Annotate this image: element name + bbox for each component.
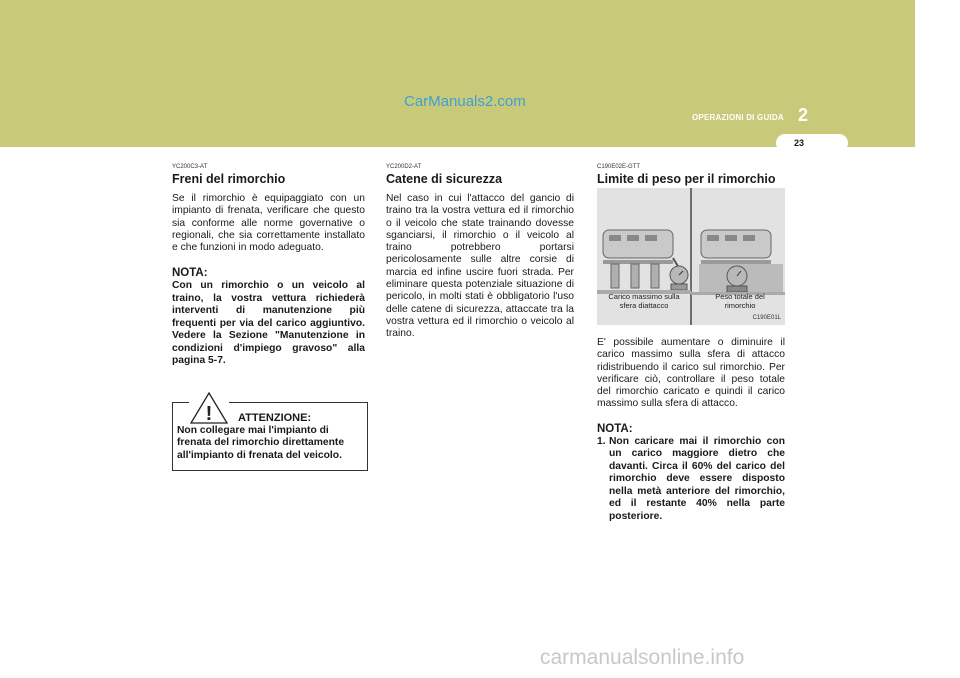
nota-text: Con un rimorchio o un veicolo al traino, la vostra vettura richiederà interventi di manutenzione più frequenti per via del carico aggiuntivo. Vedere la Sezione "Manutenzione in condizioni d'impiego gravoso" alla pagina 5-7. — [172, 280, 365, 367]
trailer-weight-figure — [597, 188, 785, 325]
section-body: Nel caso in cui l'attacco del gancio di traino tra la vostra vettura ed il rimorchio o il veicolo che state trainando dovesse sganciarsi, il rimorchio o il veicolo al traino potrebbero portarsi pericolosamente sulle altre corsie di marcia ed infine uscire fuori strada. Per eliminare questa potenziale situazione di pericolo, in molti stati è obbligatorio l'uso delle catene di sicurezza, attaccate tra la vostra vettura ed il rimorchio o veicolo al traino. — [386, 193, 574, 340]
nota-heading: NOTA: — [597, 422, 633, 435]
watermark-top[interactable]: CarManuals2.com — [404, 93, 526, 110]
nota-list-item — [597, 436, 785, 524]
nota-heading: NOTA: — [172, 267, 208, 280]
figure-code: C190E01L — [752, 315, 781, 321]
chapter-header-band — [0, 0, 915, 147]
column-trailer-weight-text — [597, 337, 785, 523]
total-weight-scene — [691, 230, 785, 295]
nota-item-text: Non caricare mai il rimorchio con un carico maggiore dietro che davanti. Circa il 60% del carico del rimorchio deve essere disposto nella metà anteriore del rimorchio, ed il restante 40% nella parte posteriore. — [609, 435, 785, 522]
section-body: E' possibile aumentare o diminuire il carico massimo sulla sfera di attacco ridistribuendo il carico sul rimorchio. Per verificare ciò, controllare il peso totale del rimorchio caricato e quindi il carico massimo sulla sfera di attacco. — [597, 337, 785, 410]
warning-text: Non collegare mai l'impianto di frenata del rimorchio direttamente all'impianto di frenata del veicolo. — [177, 425, 345, 461]
watermark-bottom[interactable]: carmanualsonline.info — [540, 646, 745, 669]
warning-symbol: ! — [205, 403, 213, 425]
column-safety-chains — [386, 164, 574, 341]
figure-label-tongue-weight: Carico massimo sulla sfera diattacco — [608, 292, 680, 310]
chapter-title: OPERAZIONI DI GUIDA — [692, 113, 784, 122]
warning-triangle-icon — [189, 391, 229, 425]
warning-title: ATTENZIONE: — [238, 412, 312, 424]
column-trailer-brakes — [172, 164, 365, 368]
chapter-number: 2 — [798, 105, 809, 125]
section-code: YC200C3-AT — [172, 164, 208, 170]
page-number-tab — [776, 134, 848, 152]
section-title: Limite di peso per il rimorchio — [597, 172, 776, 186]
section-title: Catene di sicurezza — [386, 172, 503, 186]
nota-list — [597, 436, 785, 524]
figure-label-total-weight: Peso totale del rimorchio — [715, 292, 765, 310]
section-title: Freni del rimorchio — [172, 172, 286, 186]
section-body: Se il rimorchio è equipaggiato con un impianto di frenata, verificare che questo sia conforme alle norme governative o regionali, che sia correttamente installato e che funzioni in modo adeguato. — [172, 193, 365, 254]
warning-box — [172, 402, 368, 471]
section-code: C190E02E-GTT — [597, 164, 641, 170]
nota-number: 1. — [597, 435, 606, 447]
page-number: 23 — [794, 138, 805, 148]
tongue-weight-scene — [597, 230, 691, 294]
section-code: YC200D2-AT — [386, 164, 422, 170]
